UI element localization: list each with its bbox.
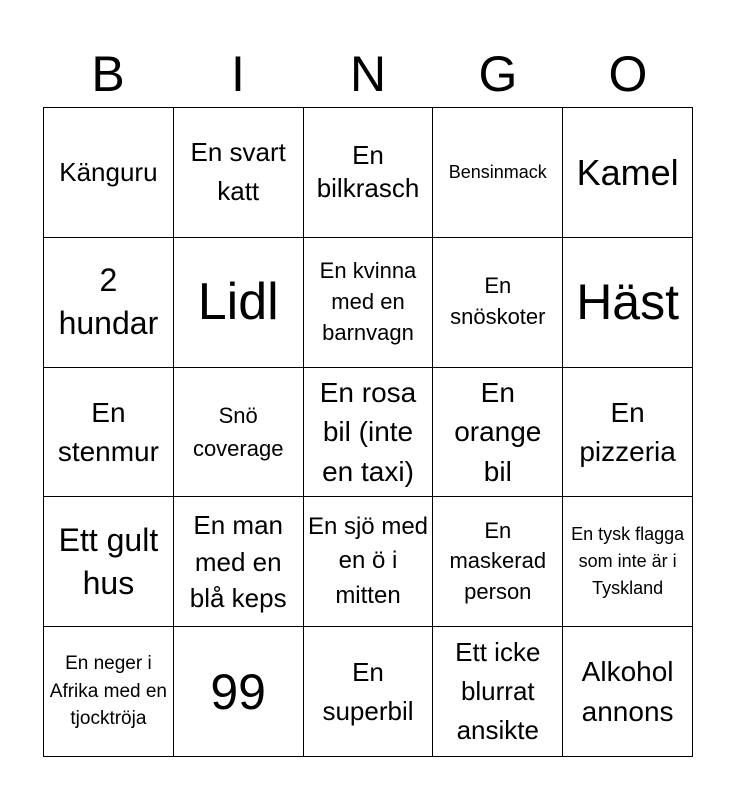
- bingo-cell-r4-c3[interactable]: [304, 497, 434, 627]
- bingo-cell-r1-c3[interactable]: [304, 108, 434, 238]
- bingo-cell-text: En maskerad person: [449, 517, 547, 605]
- bingo-cell-r5-c1[interactable]: [44, 627, 174, 757]
- bingo-cell-text: Snö coverage: [192, 402, 284, 461]
- bingo-cell-text: En svart katt: [190, 137, 286, 207]
- bingo-cell-text: En snöskoter: [450, 273, 546, 330]
- bingo-cell-r3-c3[interactable]: [304, 368, 434, 498]
- bingo-cell-text: En tysk flagga som inte är i Tyskland: [571, 524, 685, 599]
- header-letter-i: I: [231, 46, 245, 102]
- bingo-cell-r4-c1[interactable]: [44, 497, 174, 627]
- bingo-cell-text: En pizzeria: [579, 396, 676, 467]
- bingo-cell-r4-c2[interactable]: [174, 497, 304, 627]
- bingo-cell-r3-c5[interactable]: [563, 368, 693, 498]
- bingo-cell-text: En rosa bil (inte en taxi): [319, 377, 417, 487]
- bingo-cell-text: Ett gult hus: [58, 521, 159, 601]
- bingo-header: [43, 40, 693, 108]
- bingo-cell-r2-c3[interactable]: [304, 238, 434, 368]
- bingo-cell-text: Alkohol annons: [581, 656, 674, 727]
- bingo-grid: [43, 107, 693, 757]
- bingo-cell-text: En superbil: [322, 656, 414, 726]
- header-letter-o: O: [608, 46, 648, 102]
- bingo-cell-r3-c1[interactable]: [44, 368, 174, 498]
- bingo-cell-r1-c4[interactable]: [433, 108, 563, 238]
- header-letter-g: G: [478, 46, 518, 102]
- bingo-cell-text: En bilkrasch: [316, 139, 420, 204]
- bingo-cell-r2-c1[interactable]: [44, 238, 174, 368]
- bingo-cell-text: Lidl: [197, 273, 279, 331]
- bingo-cell-text: En orange bil: [454, 377, 542, 487]
- header-letter-n: N: [349, 46, 387, 102]
- bingo-cell-r5-c5[interactable]: [563, 627, 693, 757]
- bingo-cell-text: 99: [210, 663, 266, 720]
- bingo-cell-r2-c4[interactable]: [433, 238, 563, 368]
- bingo-cell-r5-c4[interactable]: [433, 627, 563, 757]
- bingo-cell-r3-c2[interactable]: [174, 368, 304, 498]
- bingo-cell-text: Känguru: [59, 156, 158, 187]
- bingo-cell-text: Kamel: [576, 151, 679, 193]
- bingo-cell-text: 2 hundar: [58, 262, 159, 342]
- bingo-cell-text: Häst: [576, 274, 679, 331]
- bingo-cell-r1-c1[interactable]: [44, 108, 174, 238]
- bingo-cell-r4-c5[interactable]: [563, 497, 693, 627]
- bingo-cell-r3-c4[interactable]: [433, 368, 563, 498]
- bingo-cell-text: Bensinmack: [448, 161, 547, 182]
- bingo-cell-text: En man med en blå keps: [189, 510, 287, 613]
- bingo-cell-r5-c3[interactable]: [304, 627, 434, 757]
- header-letter-b: B: [91, 46, 125, 102]
- bingo-cell-text: Ett icke blurrat ansikte: [455, 637, 541, 746]
- bingo-cell-r1-c5[interactable]: [563, 108, 693, 238]
- bingo-cell-text: En neger i Afrika med en tjocktröja: [49, 653, 168, 730]
- bingo-cell-r2-c2[interactable]: [174, 238, 304, 368]
- bingo-cell-r4-c4[interactable]: [433, 497, 563, 627]
- bingo-cell-r5-c2[interactable]: [174, 627, 304, 757]
- bingo-cell-text: En kvinna med en barnvagn: [319, 258, 417, 345]
- bingo-cell-text: En sjö med en ö i mitten: [307, 512, 429, 610]
- bingo-cell-text: En stenmur: [57, 396, 159, 467]
- bingo-cell-r1-c2[interactable]: [174, 108, 304, 238]
- bingo-cell-r2-c5[interactable]: [563, 238, 693, 368]
